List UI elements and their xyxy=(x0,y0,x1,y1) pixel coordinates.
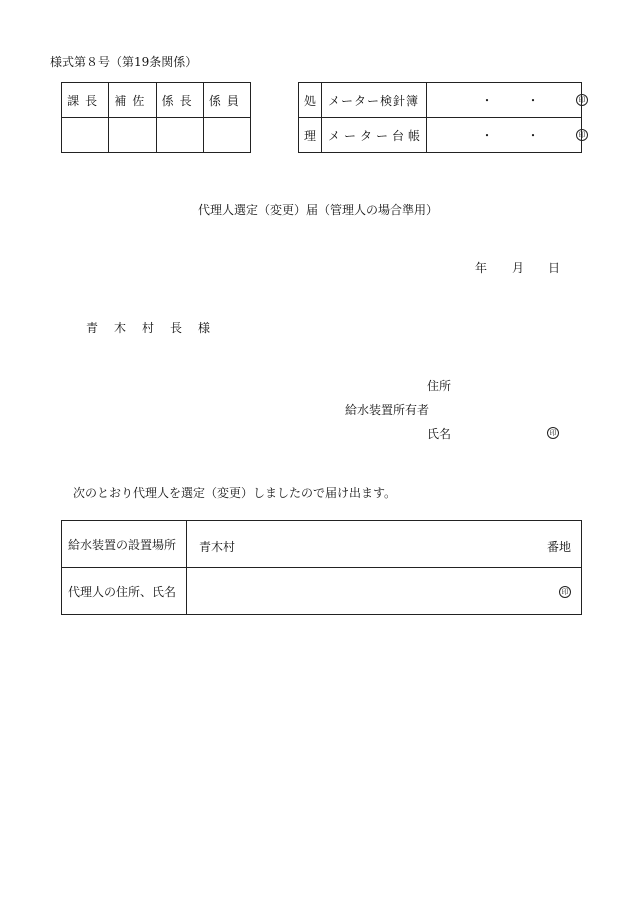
document-title: 代理人選定（変更）届（管理人の場合準用） xyxy=(198,203,439,217)
address-label: 住所 xyxy=(427,379,452,393)
date-day-label: 日 xyxy=(548,261,561,275)
meter-ledger-date[interactable] xyxy=(427,118,586,153)
installation-location-label: 給水装置の設置場所 xyxy=(62,521,187,568)
banchi-label: 番地 xyxy=(546,540,571,554)
approval-header-kakariin: 係員 xyxy=(203,83,250,118)
processing-label-top: 処 xyxy=(299,83,322,118)
date-separator: ・ xyxy=(481,93,494,108)
approval-header-hosa: 補佐 xyxy=(109,83,156,118)
approval-header-kakaricho: 係長 xyxy=(156,83,203,118)
meter-reading-book-label: メーター検針簿 xyxy=(322,83,427,118)
village-name: 青木村 xyxy=(199,540,236,554)
date-separator: ・ xyxy=(527,128,540,143)
agent-address-name-field[interactable] xyxy=(187,568,582,615)
statement: 次のとおり代理人を選定（変更）しましたので届け出ます。 xyxy=(73,486,397,500)
approval-stamp-box-kakariin[interactable] xyxy=(203,118,250,153)
installation-location-field[interactable] xyxy=(187,521,582,568)
processing-label-bottom: 理 xyxy=(299,118,322,153)
approval-stamp-box-kacho[interactable] xyxy=(62,118,109,153)
approval-stamp-box-hosa[interactable] xyxy=(109,118,156,153)
approval-header-kacho: 課長 xyxy=(62,83,109,118)
name-label: 氏名 xyxy=(427,427,452,441)
seal-icon: 印 xyxy=(547,427,559,439)
approval-table xyxy=(61,82,251,153)
processing-table xyxy=(298,82,586,153)
date-separator: ・ xyxy=(527,93,540,108)
agent-address-name-label: 代理人の住所、氏名 xyxy=(62,568,187,615)
seal-icon: 印 xyxy=(559,586,571,598)
date-separator: ・ xyxy=(481,128,494,143)
details-table xyxy=(61,520,582,615)
meter-reading-book-date[interactable] xyxy=(427,83,586,118)
seal-icon: 印 xyxy=(576,129,588,141)
seal-icon: 印 xyxy=(576,94,588,106)
approval-stamp-box-kakaricho[interactable] xyxy=(156,118,203,153)
addressee: 青 木 村 長 様 xyxy=(86,321,213,335)
meter-ledger-label: メーター台帳 xyxy=(322,118,427,153)
owner-label: 給水装置所有者 xyxy=(345,403,430,417)
date-year-label: 年 xyxy=(475,261,488,275)
date-month-label: 月 xyxy=(512,261,525,275)
form-number: 様式第８号（第19条関係） xyxy=(50,55,198,69)
